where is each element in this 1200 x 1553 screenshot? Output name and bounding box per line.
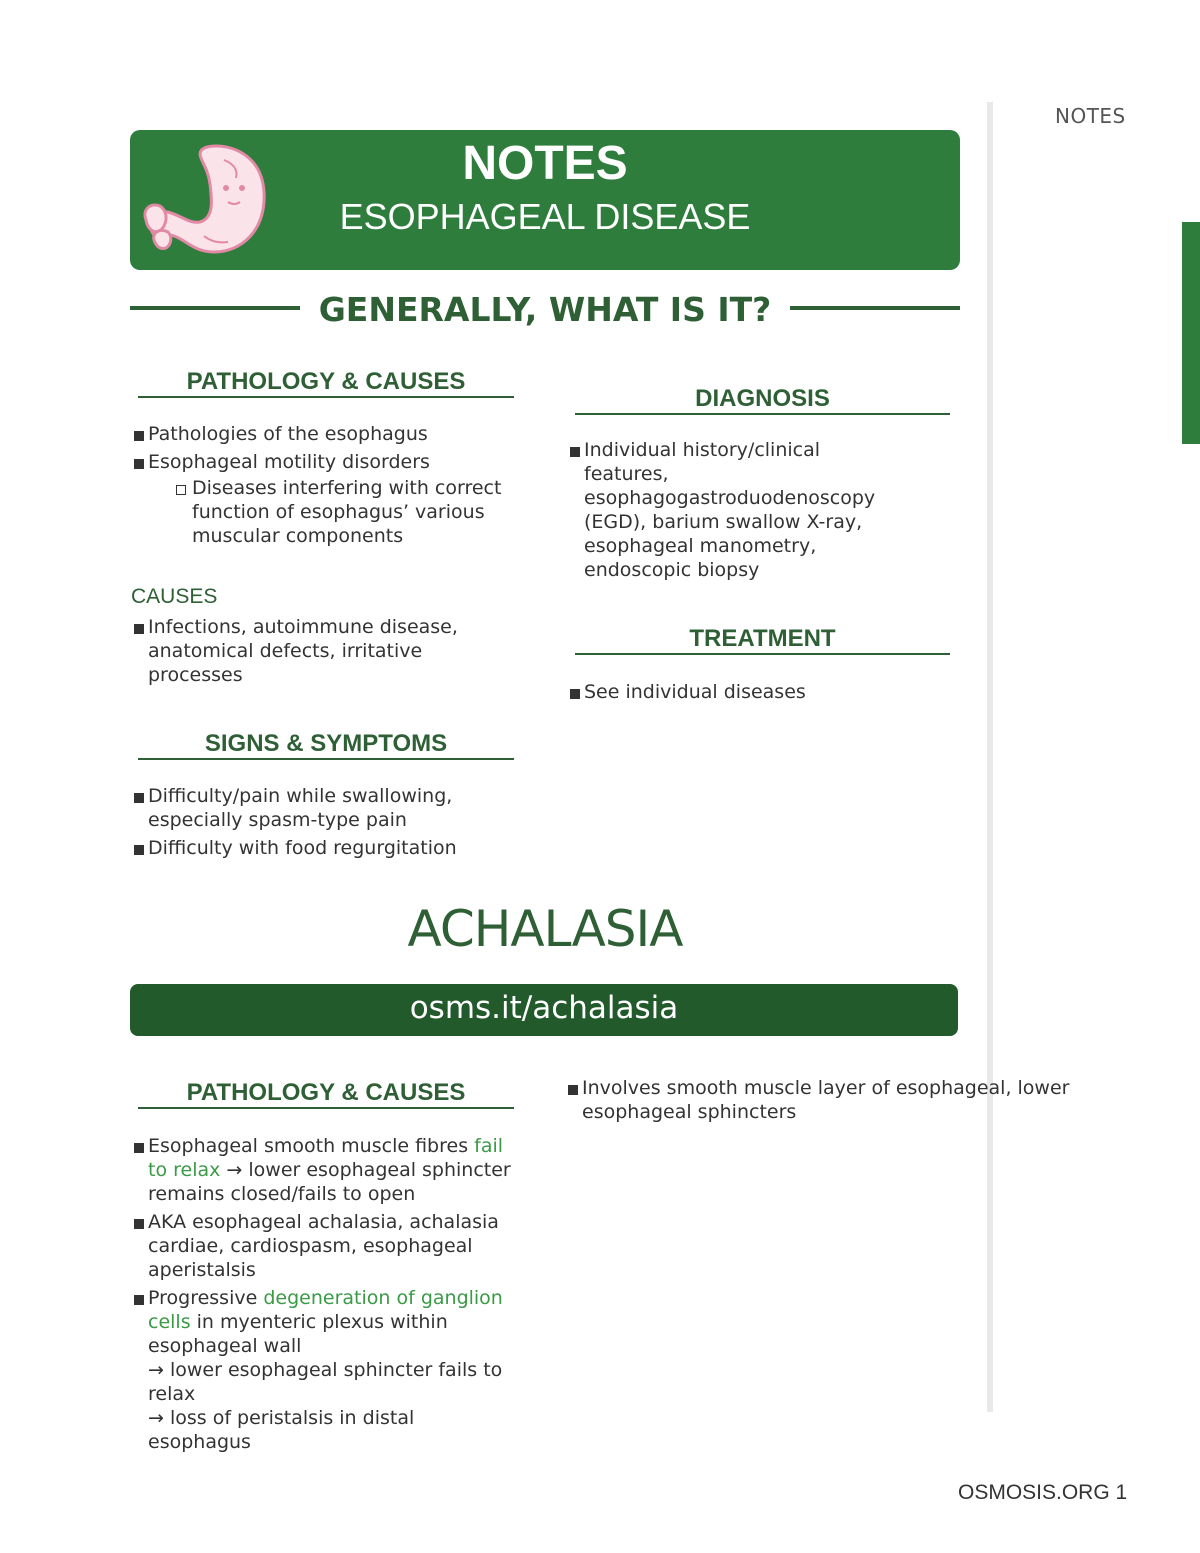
pathology-heading: PATHOLOGY & CAUSES bbox=[138, 368, 514, 398]
heading-rule-right bbox=[790, 306, 960, 310]
treatment-list bbox=[568, 680, 938, 708]
banner-title: NOTES bbox=[462, 137, 628, 190]
text-run: Progressive bbox=[148, 1287, 264, 1309]
signs-list bbox=[132, 784, 492, 864]
text-run: → loss of peristalsis in distal esophagus bbox=[148, 1407, 415, 1453]
text-run: in myenteric plexus within esophageal wall bbox=[148, 1311, 448, 1357]
achalasia-link[interactable]: osms.it/achalasia bbox=[409, 990, 679, 1026]
treatment-heading: TREATMENT bbox=[575, 625, 950, 655]
heading-rule-left bbox=[130, 306, 300, 310]
list-item: Pathologies of the esophagus bbox=[132, 422, 512, 446]
causes-heading: CAUSES bbox=[131, 585, 218, 608]
list-item-text: Esophageal motility disorders bbox=[148, 451, 430, 473]
side-notes-label: NOTES bbox=[1055, 104, 1126, 128]
highlight-text: degeneration of ganglion cells bbox=[148, 1287, 503, 1333]
list-item: AKA esophageal achalasia, achalasia cardiae, cardiospasm, esophageal aperistalsis bbox=[132, 1210, 517, 1282]
highlight-text: fail to relax bbox=[148, 1135, 504, 1181]
general-heading: GENERALLY, WHAT IS IT? bbox=[318, 290, 772, 329]
sub-list-item: Diseases interfering with correct function of esophagus’ various muscular components bbox=[176, 476, 512, 548]
column-divider bbox=[987, 102, 993, 1412]
signs-heading: SIGNS & SYMPTOMS bbox=[138, 730, 514, 760]
list-item: Individual history/clinical features, esophagogastroduodenoscopy (EGD), barium swallow X-ray, esophageal manometry, endoscopic biopsy bbox=[568, 438, 878, 582]
side-tab-bar bbox=[1182, 222, 1200, 444]
list-item bbox=[132, 1134, 517, 1206]
list-item: Involves smooth muscle layer of esophageal, lower esophageal sphincters bbox=[566, 1076, 1086, 1124]
page-footer: OSMOSIS.ORG 1 bbox=[958, 1481, 1128, 1504]
causes-list bbox=[132, 615, 472, 691]
diagnosis-heading: DIAGNOSIS bbox=[575, 385, 950, 415]
achalasia-pathology-heading: PATHOLOGY & CAUSES bbox=[138, 1079, 514, 1109]
achalasia-right-list bbox=[566, 1076, 1086, 1128]
achalasia-title: ACHALASIA bbox=[407, 900, 683, 958]
diagnosis-list bbox=[568, 438, 878, 586]
text-run: → lower esophageal sphincter remains closed/fails to open bbox=[148, 1159, 511, 1205]
list-item bbox=[132, 450, 512, 548]
list-item: Infections, autoimmune disease, anatomical defects, irritative processes bbox=[132, 615, 472, 687]
text-run: → lower esophageal sphincter fails to relax bbox=[148, 1359, 503, 1405]
list-item bbox=[132, 1286, 517, 1454]
list-item: Difficulty/pain while swallowing, especially spasm-type pain bbox=[132, 784, 492, 832]
achalasia-pathology-list bbox=[132, 1134, 517, 1458]
text-run: Esophageal smooth muscle fibres bbox=[148, 1135, 475, 1157]
banner-subtitle: ESOPHAGEAL DISEASE bbox=[339, 196, 751, 237]
list-item: See individual diseases bbox=[568, 680, 938, 704]
list-item: Difficulty with food regurgitation bbox=[132, 836, 492, 860]
pathology-list bbox=[132, 422, 512, 552]
